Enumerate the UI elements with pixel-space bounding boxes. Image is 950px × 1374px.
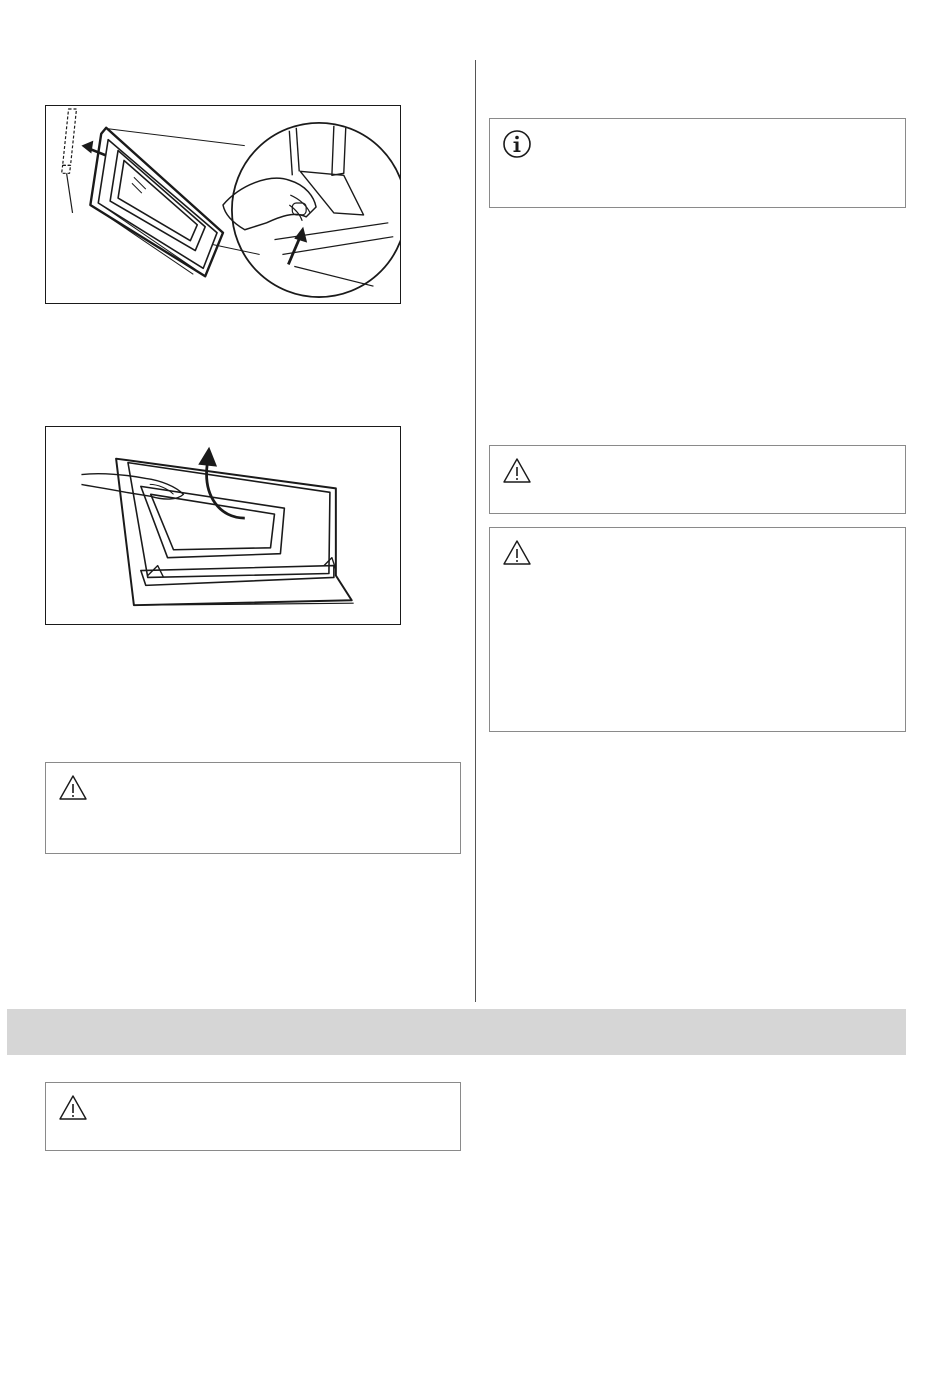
magnified-detail [223, 123, 400, 297]
warning-notice-left [45, 762, 461, 854]
arrow-up-icon [288, 227, 307, 265]
warning-notice-bottom [45, 1082, 461, 1151]
glass-panel-removal-illustration [45, 426, 401, 625]
hinge-part [62, 109, 77, 173]
warning-icon [502, 538, 532, 568]
warning-notice-right-1 [489, 445, 906, 514]
oven-door [90, 128, 223, 276]
column-divider [475, 60, 476, 1002]
section-header-bar [7, 1009, 906, 1055]
info-icon [502, 129, 532, 159]
arrow-up-left-icon [81, 141, 106, 156]
warning-icon [502, 456, 532, 486]
curved-arrow-up-icon [198, 447, 245, 518]
info-notice-top-right [489, 118, 906, 208]
warning-icon [58, 1093, 88, 1123]
door-removal-illustration [45, 105, 401, 304]
warning-notice-right-2 [489, 527, 906, 732]
oven-door [116, 459, 354, 606]
warning-icon [58, 773, 88, 803]
